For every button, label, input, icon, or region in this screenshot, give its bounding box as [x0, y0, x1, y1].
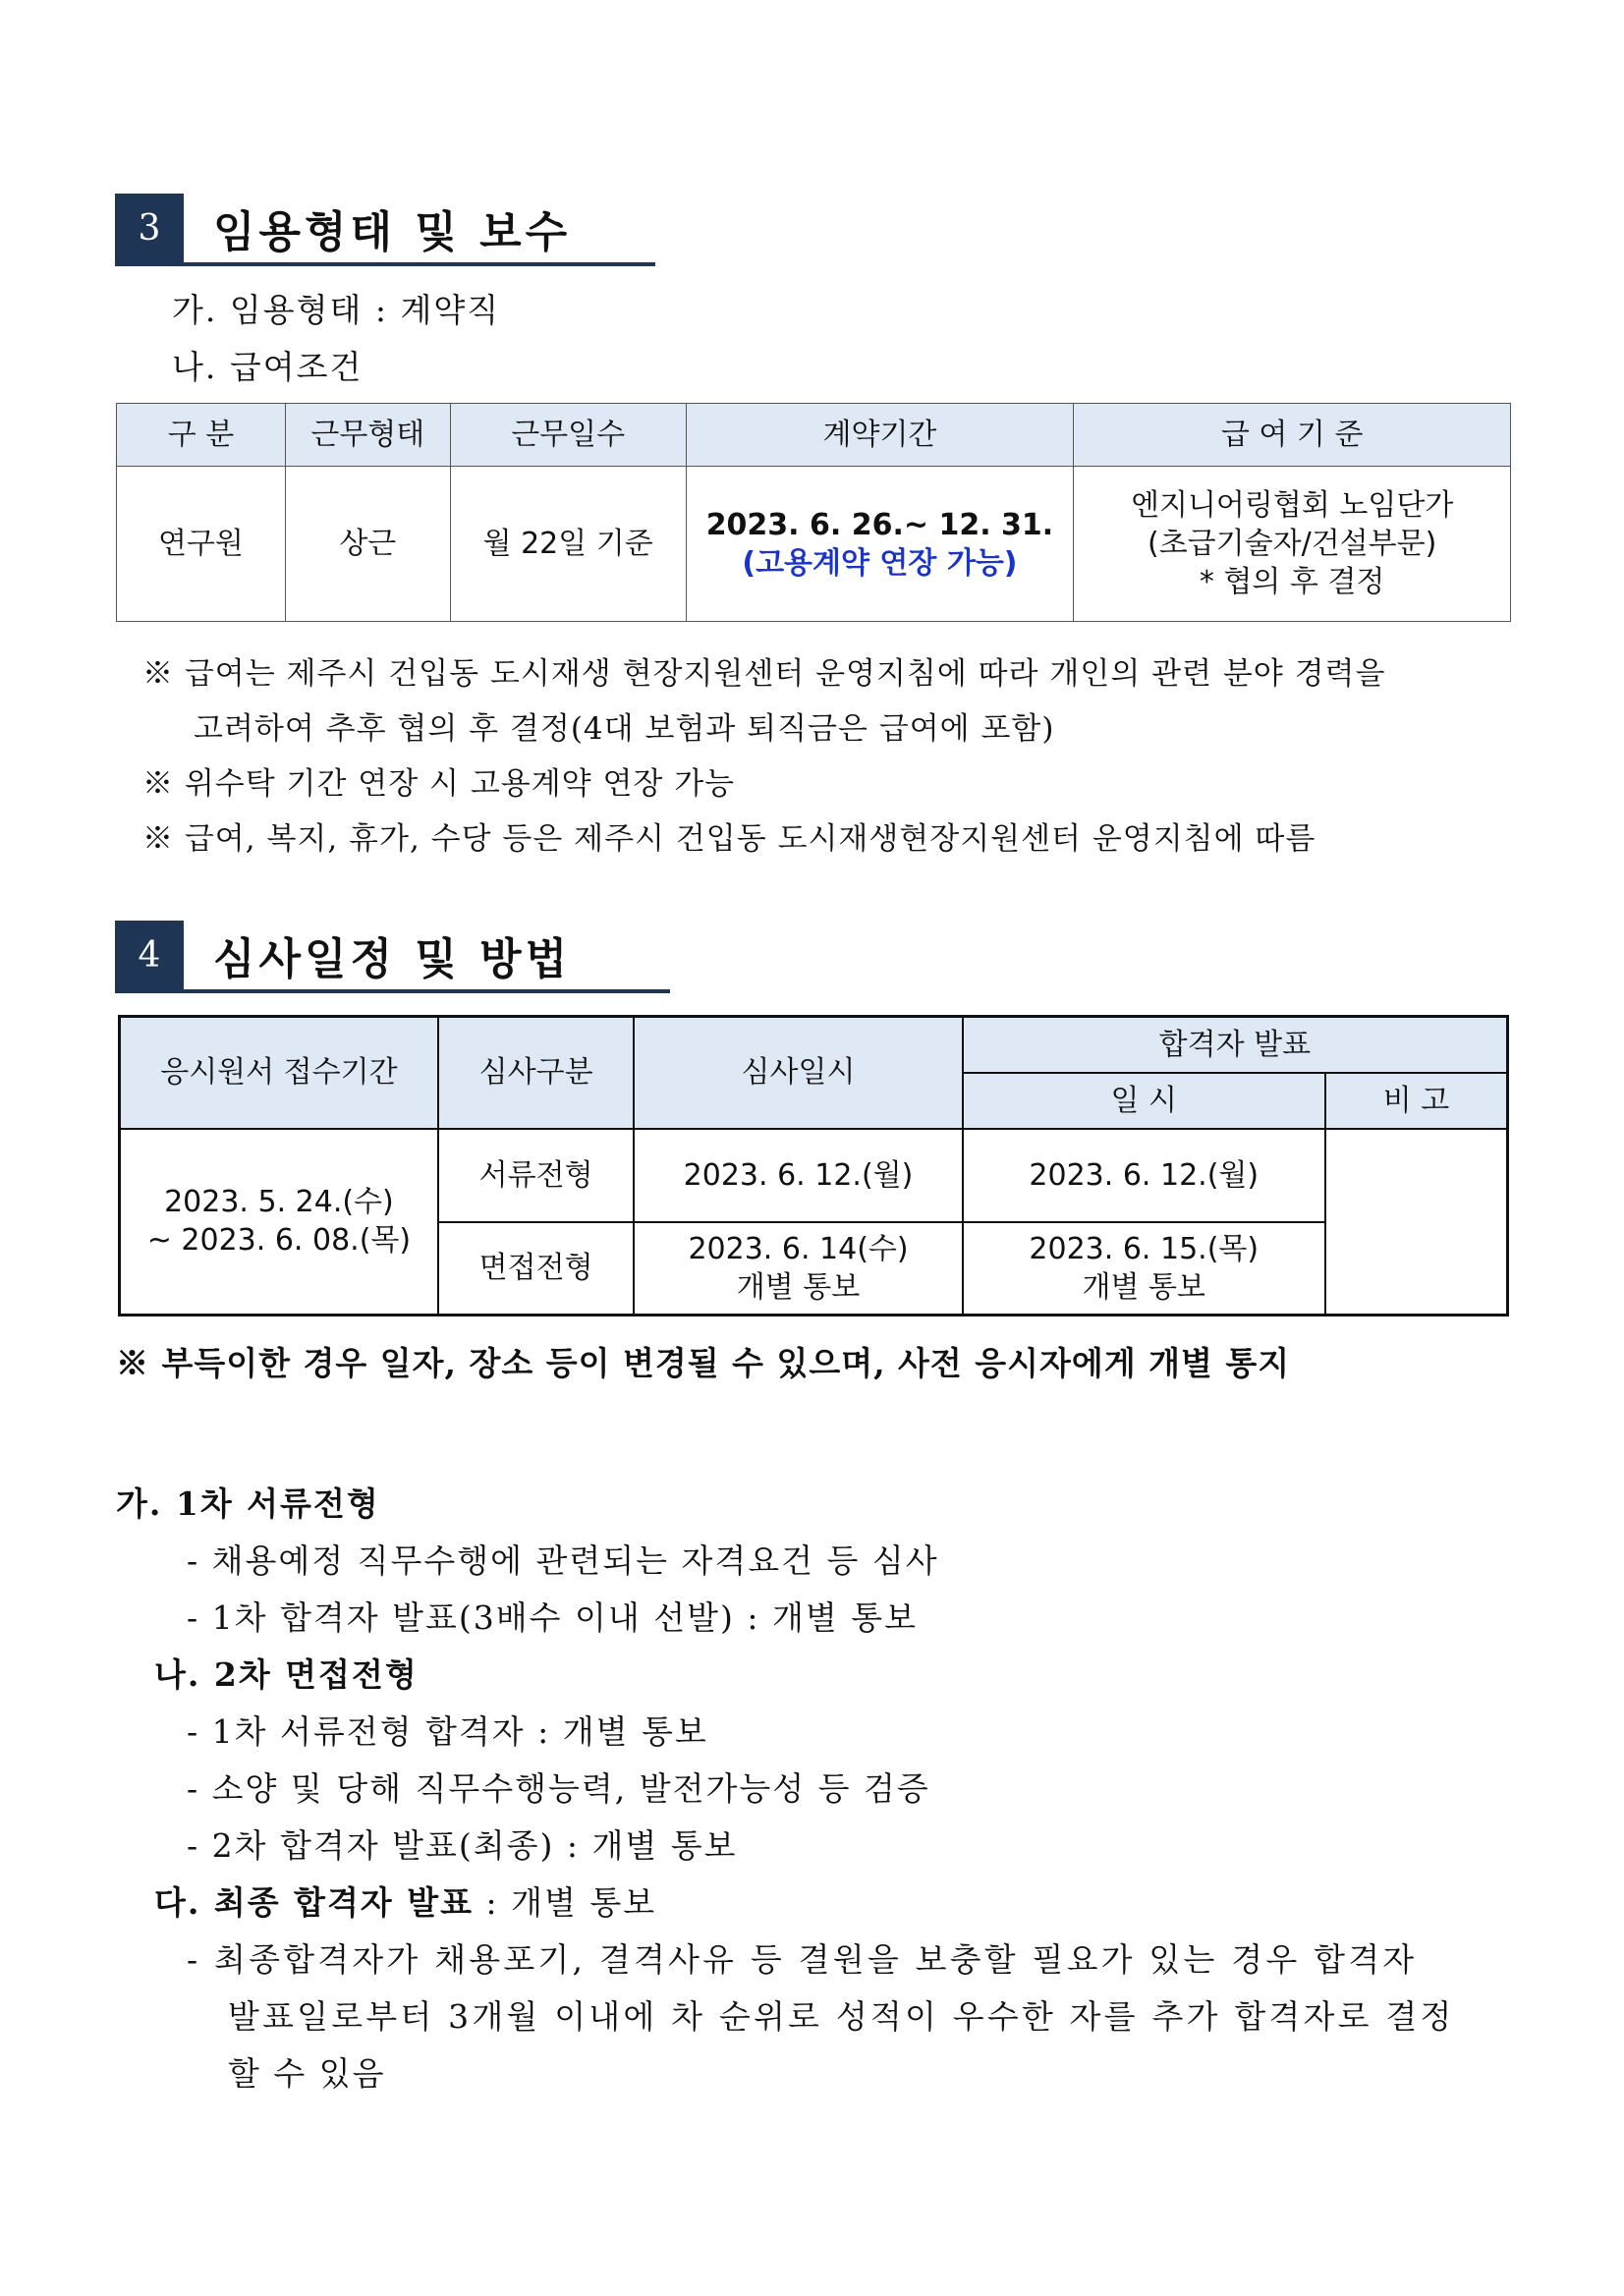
header-remarks: 비 고: [1325, 1073, 1508, 1129]
step1-item-1: - 채용예정 직무수행에 관련되는 자격요건 등 심사: [187, 1541, 939, 1580]
section-number: 3: [115, 194, 184, 262]
schedule-warning: ※ 부득이한 경우 일자, 장소 등이 변경될 수 있으며, 사전 응시자에게 개별 통지: [116, 1344, 1291, 1382]
cell-work-type: 상근: [285, 467, 450, 622]
pay-note-2: ※ 위수탁 기간 연장 시 고용계약 연장 가능: [142, 766, 736, 802]
cell-application-period: [120, 1129, 438, 1316]
header-contract-period: 계약기간: [686, 404, 1074, 467]
section-title: 심사일정 및 방법: [213, 934, 572, 984]
header-category: 구 분: [117, 404, 286, 467]
cell-review-type: 면접전형: [438, 1222, 635, 1316]
contract-note: (고용계약 연장 가능): [742, 545, 1018, 581]
step3-suffix: : 개별 통보: [473, 1883, 657, 1922]
schedule-table: [118, 1015, 1509, 1316]
section-underline: [115, 989, 670, 993]
step2-item-2: - 소양 및 당해 직무수행능력, 발전가능성 등 검증: [187, 1769, 930, 1808]
pay-conditions: 나. 급여조건: [172, 348, 364, 386]
cell-work-days: 월 22일 기준: [450, 467, 686, 622]
announce-date: 2023. 6. 15.(목): [1029, 1231, 1260, 1266]
section-title: 임용형태 및 보수: [213, 207, 572, 257]
section-4-heading: [115, 921, 571, 989]
header-work-type: 근무형태: [285, 404, 450, 467]
section-number: 4: [115, 921, 184, 989]
step3-item-1: - 최종합격자가 채용포기, 결격사유 등 결원을 보충할 필요가 있는 경우 합격자: [187, 1940, 1418, 1979]
header-date: 일 시: [963, 1073, 1325, 1129]
announce-sub: 개별 통보: [1082, 1269, 1205, 1305]
pay-line-3: * 협의 후 결정: [1199, 565, 1385, 599]
step3-item-1-cont: 발표일로부터 3개월 이내에 차 순위로 성적이 우수한 자를 추가 합격자로 결정: [228, 1997, 1455, 2036]
step3-heading: [154, 1877, 656, 1924]
cell-remarks: [1325, 1129, 1508, 1316]
cell-review-type: 서류전형: [438, 1129, 635, 1222]
section-underline: [115, 262, 655, 266]
header-application-period: 응시원서 접수기간: [120, 1017, 438, 1129]
header-pay-standard: 급 여 기 준: [1074, 404, 1511, 467]
cell-category: 연구원: [117, 467, 286, 622]
step2-item-1: - 1차 서류전형 합격자 : 개별 통보: [187, 1712, 708, 1751]
review-sub: 개별 통보: [736, 1269, 861, 1305]
cell-contract-period: [686, 467, 1074, 622]
header-work-days: 근무일수: [450, 404, 686, 467]
step3-item-1-cont2: 할 수 있음: [228, 2054, 386, 2093]
review-date: 2023. 6. 14(수): [688, 1231, 909, 1266]
pay-note-1: ※ 급여는 제주시 건입동 도시재생 현장지원센터 운영지침에 따라 개인의 관련 분야 경력을: [142, 656, 1386, 692]
cell-pay-standard: [1074, 467, 1511, 622]
step1-title: 가. 1차 서류전형: [116, 1484, 380, 1523]
cell-review-date: 2023. 6. 12.(월): [634, 1129, 962, 1222]
header-review-type: 심사구분: [438, 1017, 635, 1129]
cell-announce-date: [963, 1222, 1325, 1316]
application-end: ~ 2023. 6. 08.(목): [146, 1223, 412, 1259]
cell-announce-date: 2023. 6. 12.(월): [963, 1129, 1325, 1222]
pay-line-2: (초급기술자/건설부문): [1147, 527, 1437, 561]
step1-item-2: - 1차 합격자 발표(3배수 이내 선발) : 개별 통보: [187, 1598, 918, 1637]
application-start: 2023. 5. 24.(수): [164, 1185, 394, 1220]
header-review-date: 심사일시: [634, 1017, 962, 1129]
section-3-heading: [115, 194, 571, 262]
step2-title: 나. 2차 면접전형: [154, 1655, 419, 1694]
step2-item-3: - 2차 합격자 발표(최종) : 개별 통보: [187, 1826, 738, 1865]
pay-line-1: 엔지니어링협회 노임단가: [1130, 488, 1454, 523]
step3-title: 다. 최종 합격자 발표: [154, 1883, 474, 1922]
header-announcement: 합격자 발표: [963, 1017, 1508, 1073]
cell-review-date: [634, 1222, 962, 1316]
contract-period: 2023. 6. 26.~ 12. 31.: [705, 507, 1054, 542]
employment-type: 가. 임용형태 : 계약직: [172, 291, 501, 329]
pay-table: [116, 403, 1511, 622]
pay-note-3: ※ 급여, 복지, 휴가, 수당 등은 제주시 건입동 도시재생현장지원센터 운영지침에 따름: [142, 821, 1316, 857]
pay-note-1-cont: 고려하여 추후 협의 후 결정(4대 보험과 퇴직금은 급여에 포함): [194, 711, 1055, 747]
